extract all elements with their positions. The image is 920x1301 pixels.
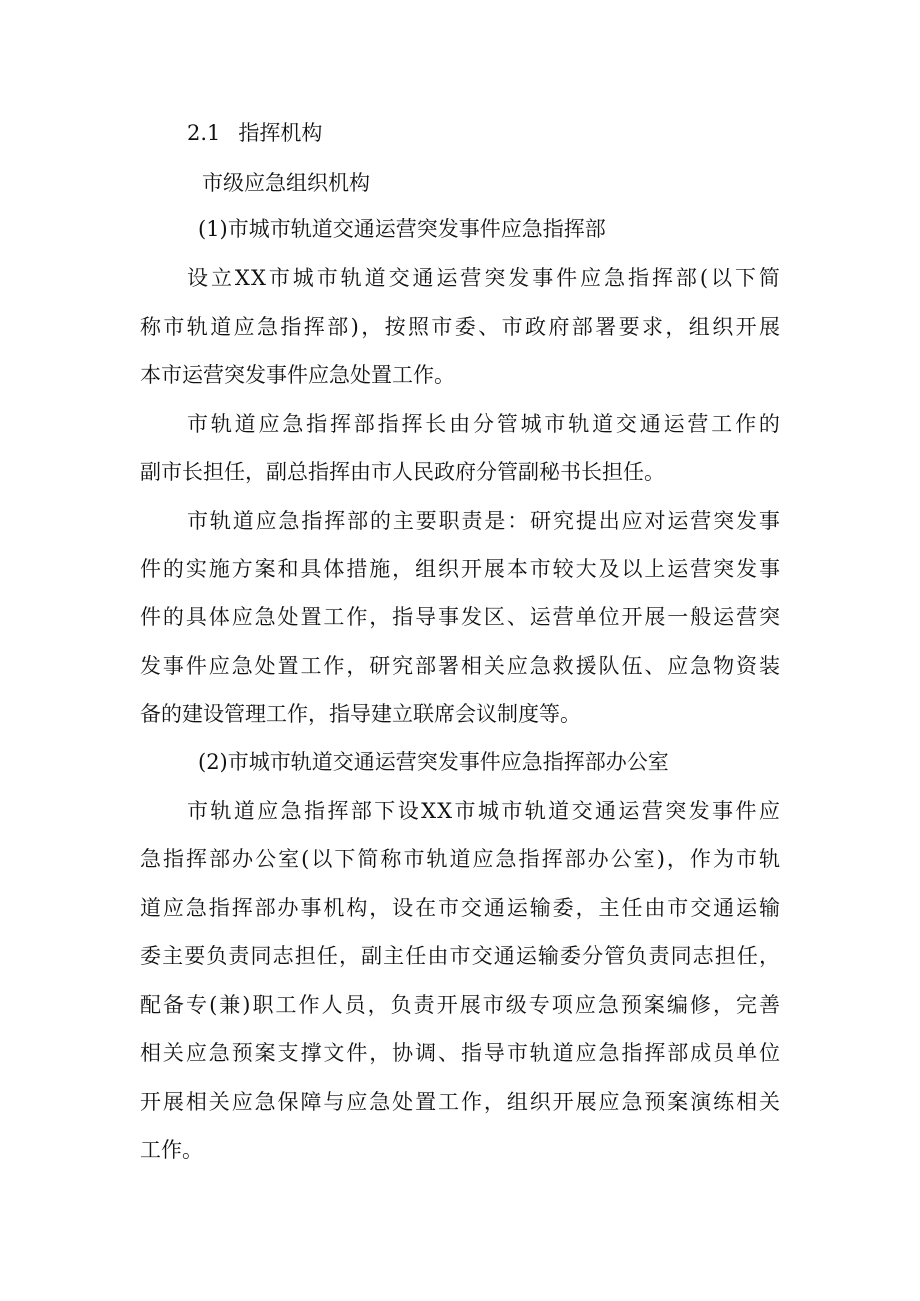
paragraph-line: 件的具体应急处置工作，指导事发区、运营单位开展一般运营突 <box>140 605 780 629</box>
paragraph-line: 副市长担任，副总指挥由市人民政府分管副秘书长担任。 <box>140 460 665 484</box>
item-heading: (2)市城市轨道交通运营突发事件应急指挥部办公室 <box>198 750 669 774</box>
paragraph-line: 件的实施方案和具体措施，组织开展本市较大及以上运营突发事 <box>140 557 780 581</box>
paragraph-line: 设立XX市城市轨道交通运营突发事件应急指挥部(以下简 <box>187 266 781 290</box>
paragraph-line: 道应急指挥部办事机构，设在市交通运输委，主任由市交通运输 <box>140 896 780 920</box>
subheading: 市级应急组织机构 <box>202 171 370 195</box>
paragraph-line: 工作。 <box>140 1138 203 1162</box>
section-title: 指挥机构 <box>238 121 323 145</box>
paragraph-line: 备的建设管理工作，指导建立联席会议制度等。 <box>140 702 581 726</box>
paragraph-line: 相关应急预案支撑文件，协调、指导市轨道应急指挥部成员单位 <box>140 1041 780 1065</box>
item-heading: (1)市城市轨道交通运营突发事件应急指挥部 <box>198 217 606 241</box>
paragraph-line: 称市轨道应急指挥部)，按照市委、市政府部署要求，组织开展 <box>140 315 780 339</box>
paragraph-line: 配备专(兼)职工作人员，负责开展市级专项应急预案编修，完善 <box>140 993 780 1017</box>
section-heading <box>187 117 322 149</box>
paragraph-line: 委主要负责同志担任，副主任由市交通运输委分管负责同志担任， <box>140 944 780 968</box>
paragraph-line: 发事件应急处置工作，研究部署相关应急救援队伍、应急物资装 <box>140 654 780 678</box>
paragraph-line: 市轨道应急指挥部下设XX市城市轨道交通运营突发事件应 <box>187 799 781 823</box>
paragraph-line: 急指挥部办公室(以下简称市轨道应急指挥部办公室)，作为市轨 <box>140 847 780 871</box>
section-number: 2.1 <box>187 121 221 145</box>
paragraph-line: 市轨道应急指挥部的主要职责是：研究提出应对运营突发事 <box>187 509 781 533</box>
paragraph-line: 本市运营突发事件应急处置工作。 <box>140 363 455 387</box>
paragraph-line: 市轨道应急指挥部指挥长由分管城市轨道交通运营工作的 <box>187 412 781 436</box>
paragraph-line: 开展相关应急保障与应急处置工作，组织开展应急预案演练相关 <box>140 1090 780 1114</box>
